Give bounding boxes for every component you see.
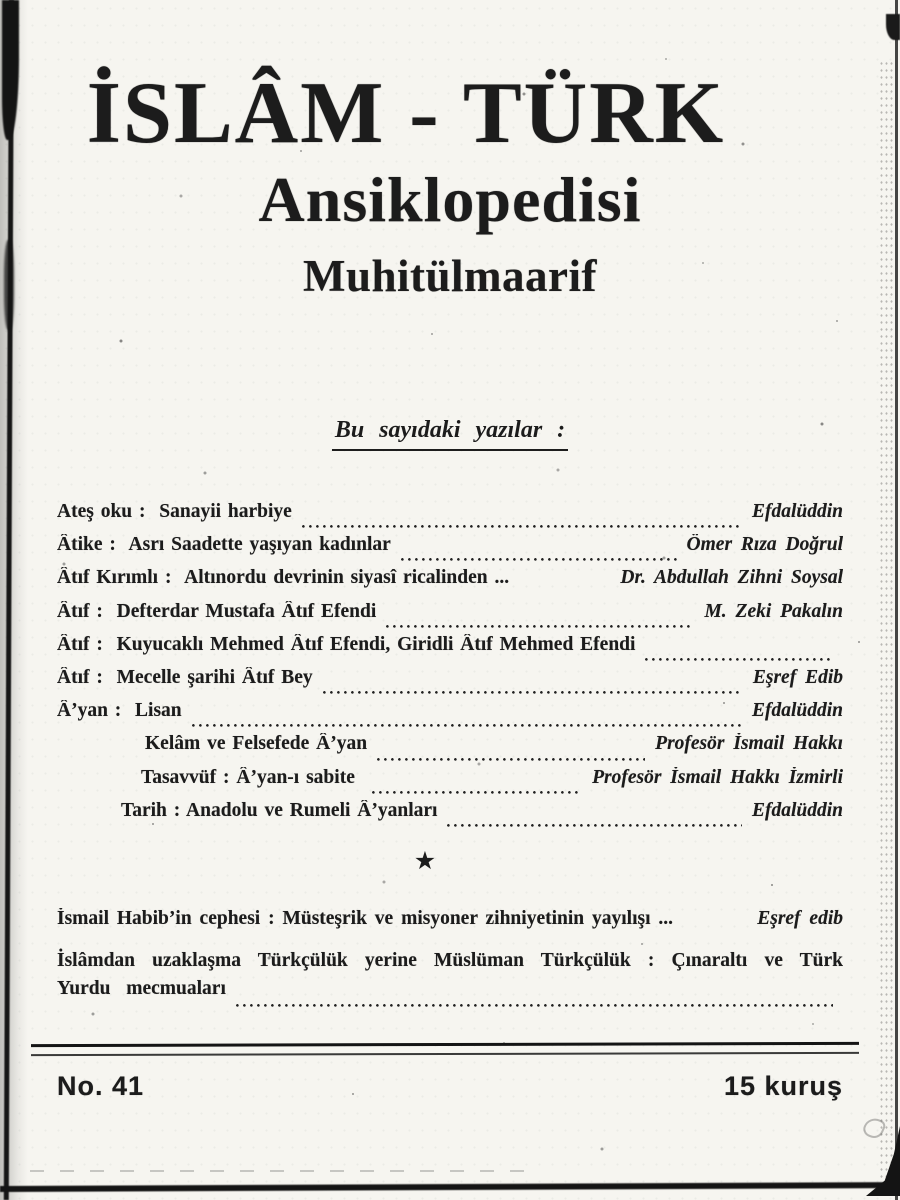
leader-gap — [519, 592, 610, 595]
scan-edge-right-line — [895, 0, 898, 1200]
masthead — [57, 0, 843, 299]
dotted-leader — [401, 558, 677, 561]
toc-entry-title: Âtıf : Kuyucaklı Mehmed Âtıf Efendi, Giridli Âtıf Mehmed Efendi — [57, 633, 636, 655]
toc-entry-title: Âtike : Asrı Saadette yaşıyan kadınlar — [57, 534, 391, 556]
feature-text: Yurdu mecmuaları — [57, 977, 226, 999]
toc-entry-author: M. Zeki Pakalın — [704, 600, 843, 622]
toc-row — [57, 667, 843, 700]
contents-heading: Bu sayıdaki yazılar : — [332, 417, 568, 451]
toc-row — [57, 567, 843, 600]
magazine-tagline: Muhitülmaarif — [303, 251, 597, 301]
toc-row — [57, 501, 843, 534]
dotted-leader — [372, 791, 582, 794]
toc-row — [57, 800, 843, 833]
toc-entry-title: Âtıf : Defterdar Mustafa Âtıf Efendi — [57, 600, 377, 622]
scan-edge-left-blob-mid — [4, 240, 14, 330]
toc-entry-author: Efdalüddin — [751, 700, 843, 722]
scan-edge-right-noise — [879, 60, 895, 1180]
toc-entry-title: Kelâm ve Felsefede Â’yan — [145, 733, 368, 755]
toc-entry-author: Dr. Abdullah Zihni Soysal — [620, 567, 843, 589]
toc-entry-title: Tarih : Anadolu ve Rumeli Â’yanları — [121, 799, 438, 821]
dotted-leader — [447, 824, 742, 827]
toc-entry-author: Efdalüddin — [751, 799, 843, 821]
toc-entry-title: Â’yan : Lisan — [57, 700, 182, 722]
toc-row — [57, 534, 843, 567]
dotted-leader — [377, 758, 645, 761]
footer-rule — [31, 1042, 859, 1056]
toc-entry-author: Profesör İsmail Hakkı — [655, 733, 843, 755]
toc-entry-title: Tasavvüf : Â’yan-ı sabite — [141, 766, 362, 788]
feature-paragraph — [57, 908, 843, 1013]
scan-edge-right-top-mark — [886, 14, 900, 40]
footer — [57, 1071, 843, 1102]
dotted-leader — [236, 1004, 833, 1007]
magazine-title: İSLÂM - TÜRK — [86, 65, 726, 162]
dotted-leader — [323, 691, 743, 694]
price: 15 kuruş — [723, 1070, 843, 1101]
toc-row — [57, 601, 843, 634]
star-icon: ★ — [413, 847, 437, 875]
feature-author: Eşref edib — [757, 907, 843, 929]
dotted-leader — [386, 625, 694, 628]
toc-entry-author: Profesör İsmail Hakkı İzmirli — [592, 766, 843, 788]
dotted-leader — [302, 525, 742, 528]
dotted-leader — [192, 724, 742, 727]
feature-line — [57, 978, 843, 1013]
scan-edge-bottom-line — [0, 1182, 900, 1192]
toc-entry-author: Eşref Edib — [752, 666, 843, 688]
toc-entry-author: Ömer Rıza Doğrul — [686, 534, 843, 556]
leader-gap — [683, 934, 747, 937]
feature-text: İsmail Habib’in cephesi : Müsteşrik ve misyoner zihniyetinin yayılışı ... — [57, 907, 674, 929]
toc-entry-author: Efdalüddin — [751, 501, 843, 522]
toc-row — [57, 634, 843, 667]
dotted-leader — [645, 658, 833, 661]
toc-row — [57, 767, 843, 800]
table-of-contents — [57, 501, 843, 833]
page-content — [57, 0, 843, 1102]
scan-smudge-dashes — [30, 1170, 530, 1172]
contents-heading-wrap — [57, 417, 843, 451]
toc-entry-title: Âtıf Kırımlı : Altınordu devrinin siyasî ricalinden ... — [57, 567, 510, 589]
toc-row — [57, 733, 843, 766]
feature-line: İslâmdan uzaklaşma Türkçülük yerine Müslüman Türkçülük : Çınaraltı ve Türk — [57, 949, 843, 971]
feature-line — [57, 908, 843, 943]
toc-row — [57, 700, 843, 733]
toc-entry-title: Ateş oku : Sanayii harbiye — [57, 501, 292, 522]
magazine-subtitle: Ansiklopedisi — [258, 164, 642, 235]
toc-entry-title: Âtıf : Mecelle şarihi Âtıf Bey — [57, 666, 313, 688]
issue-number: No. 41 — [57, 1070, 145, 1101]
